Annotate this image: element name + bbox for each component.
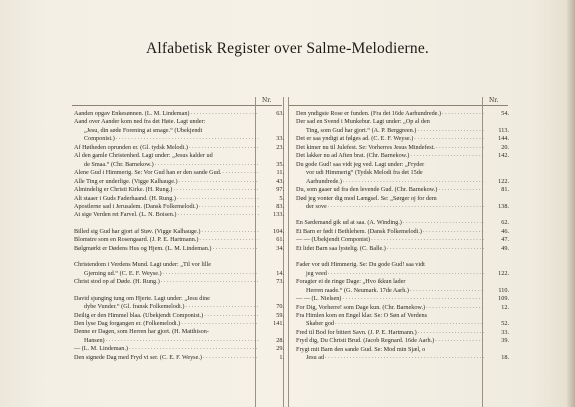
melody-number: 29. (276, 345, 284, 353)
entry-text: Herren raade.“ (G. Neumark. 17de Aarh.) (306, 286, 409, 294)
melody-number: 104. (273, 227, 284, 235)
leader-dots (410, 286, 484, 294)
leader-dots (106, 336, 259, 344)
register-entry (296, 186, 509, 194)
entry-text: Af Høiheden oprunden er. (Gl. tydsk Melodi.) (74, 143, 188, 151)
entry-text: En Sædemand gik ud at saa. (A. Winding.) (296, 219, 402, 227)
leader-dots (410, 151, 484, 159)
register-entry (296, 304, 509, 312)
header-rule-left (72, 105, 282, 106)
entry-text: Aarhundrede.) (306, 177, 342, 185)
entry-text: Christ stod op af Døde. (H. Rung.) (74, 278, 160, 286)
melody-number: 138. (498, 202, 509, 210)
entry-text: „Jesu, din søde Forening at smage.“ (Ubekjendt (84, 126, 203, 134)
entry-text: Du gode Gud! saa vidt jeg ved. Lagt under: „Fryder (296, 160, 425, 168)
entry-text: Et Barn er født i Bethlehem. (Dansk Folkemelodi.) (296, 227, 422, 235)
register-entry (74, 328, 284, 345)
melody-number: 43. (276, 177, 284, 185)
entry-text: — (L. M. Lindeman.) (74, 345, 128, 353)
melody-number: 97. (276, 186, 284, 194)
leader-dots (328, 269, 484, 277)
entry-text: Fryd dig, Du Christi Brud. (Jacob Regnard. 16de Aarh.) (296, 337, 435, 345)
melody-number: 46. (501, 227, 509, 235)
entry-text: Apostlerne sad i Jerusalem. (Dansk Folkemelodi.) (74, 202, 198, 210)
register-entry (74, 278, 284, 286)
letter-section-gap (74, 253, 284, 261)
melody-number: 1. (279, 353, 284, 361)
register-column-left (74, 110, 284, 362)
melody-number: 5. (279, 194, 284, 202)
register-entry (296, 195, 509, 212)
entry-text: Aand over Aander kom ned fra det Høie. Lagt under: (74, 118, 206, 126)
entry-text: — — (Ubekjendt Componist) (296, 236, 371, 244)
leader-dots (181, 319, 259, 327)
leader-dots (426, 303, 484, 311)
register-column-right (296, 110, 509, 363)
entry-text: Det lakker nu ad Aften brat. (Chr. Barnekow.) (296, 152, 410, 160)
leader-dots (328, 202, 484, 210)
melody-number: 49. (501, 244, 509, 252)
register-entry (74, 320, 284, 328)
entry-text: Du, som gaaer ud fra den levende Gud. (Chr. Barnekow.) (296, 186, 438, 194)
register-entry (296, 312, 509, 329)
leader-dots (222, 168, 259, 176)
entry-text: Alt staaer i Guds Faderhaand. (H. Rung.) (74, 194, 176, 202)
melody-number: 83. (276, 202, 284, 210)
entry-text: Christendom i Verdens Mund. Lagt under: „Til vor lille (74, 261, 211, 269)
leader-dots (173, 185, 259, 193)
leader-dots (203, 353, 259, 361)
register-entry (74, 354, 284, 362)
entry-text: For Dig, Vorherre! som Dage kun. (Chr. Barnekow.) (296, 303, 426, 311)
entry-text: Det kimer nu til Julefest. Se: Vorherres Jesus Mindefest. (296, 143, 435, 151)
melody-number: 59. (276, 311, 284, 319)
entry-text: de Smaa.“ (Chr. Barnekow.) (84, 160, 154, 168)
register-entry (296, 110, 509, 118)
entry-text: Alene Gud i Himmerig. Se: Vor Gud han er den sande Gud. (74, 169, 222, 177)
entry-text: Frygt mit Barn den sande Gud. Se: Mod min Sjæl, o (296, 345, 426, 353)
entry-text: vor udi Himmerig“ (Tydsk Melodi fra det 15de (306, 169, 423, 177)
entry-text: Al den gamle Christenhed. Lagt under: „Jesus kalder ud (74, 152, 213, 160)
melody-number: 122. (498, 177, 509, 185)
leader-dots (387, 244, 484, 252)
entry-text: dybe Vunder.“ (Gl. fransk Folkemelodi.) (84, 303, 185, 311)
entry-text: der sove (306, 202, 327, 210)
entry-text: Deilig er den Himmel blaa. (Ubekjendt Componist.) (74, 311, 204, 319)
leader-dots (414, 134, 484, 142)
melody-number: 39. (501, 337, 509, 345)
register-entry (74, 245, 284, 253)
melody-number: 28. (276, 336, 284, 344)
leader-dots (325, 353, 484, 361)
leader-dots (161, 277, 259, 285)
register-entry (74, 118, 284, 143)
entry-text: Der sad en Svend i Munkebur. Lagt under: „Op al den (296, 118, 430, 126)
melody-number: 14. (276, 269, 284, 277)
melody-number: 52. (501, 320, 509, 328)
melody-number: 144. (498, 135, 509, 143)
entry-text: Foragter ei de ringe Dage: „Hvo ikkun lader (296, 278, 406, 286)
leader-dots (342, 294, 484, 302)
entry-text: Fra Himlen kom en Engel klar. Se: O Søn af Verdens (296, 311, 428, 319)
entry-text: Alle Ting er underlige. (Vigge Kalhauge.) (74, 177, 178, 185)
melody-number: 142. (498, 152, 509, 160)
register-entry (296, 261, 509, 278)
leader-dots (212, 244, 259, 252)
melody-number: 11. (276, 169, 284, 177)
melody-number: 23. (276, 143, 284, 151)
leader-dots (418, 328, 484, 336)
entry-text: Almindelig er Christi Kirke. (H. Rung.) (74, 186, 173, 194)
entry-text: At sige Verden ret Farvel. (L. N. Boisen.) (74, 211, 177, 219)
melody-number: 133. (273, 211, 284, 219)
leader-dots (199, 202, 259, 210)
book-spine (567, 0, 575, 407)
leader-dots (438, 185, 484, 193)
nr-header-left: Nr. (262, 97, 272, 104)
entry-text: Bølgmørkt er Dødens Hus og Hjem. (L. M. Lindeman.) (74, 244, 212, 252)
melody-number: 61. (276, 236, 284, 244)
register-entry (74, 110, 284, 118)
leader-dots (204, 311, 259, 319)
entry-text: Den signede Dag med Fryd vi ser. (C. E. F. Weyse.) (74, 353, 202, 361)
melody-number: 34. (276, 244, 284, 252)
register-entry (296, 337, 509, 345)
leader-dots (155, 160, 259, 168)
leader-dots (201, 227, 259, 235)
melody-number: 70. (276, 303, 284, 311)
melody-number: 113. (498, 126, 509, 134)
melody-number: 110. (498, 286, 509, 294)
entry-text: Ting, som Gud har gjort.“ (A. P. Berggreen.) (306, 126, 417, 134)
entry-text: — — (L. Nielsen) (296, 295, 342, 303)
melody-number: 62. (501, 219, 509, 227)
register-entry (74, 261, 284, 278)
entry-text: Et lidet Barn saa lystelig. (C. Balle.) (296, 244, 386, 252)
register-entry (296, 161, 509, 186)
entry-text: Billed sig Gud har gjort af Støv. (Vigge Kalhauge.) (74, 227, 201, 235)
leader-dots (189, 143, 259, 151)
melody-number: 33. (276, 135, 284, 143)
leader-dots (343, 177, 484, 185)
register-entry (296, 152, 509, 160)
melody-number: 35. (276, 160, 284, 168)
entry-text: Hansen) (84, 336, 105, 344)
leader-dots (179, 177, 259, 185)
leader-dots (335, 319, 484, 327)
entry-text: jeg veed (306, 269, 327, 277)
melody-number: 141. (273, 319, 284, 327)
entry-text: Blomstre som en Rosengaard. (J. P. E. Hartmann.) (74, 236, 199, 244)
leader-dots (129, 344, 259, 352)
leader-dots (371, 235, 484, 243)
entry-text: Denne er Dagen, som Herren har gjort. (H. Matthison- (74, 328, 209, 336)
header-rule-right (288, 105, 508, 106)
entry-text: Den lyse Dag forgangen er. (Folkemelodi.) (74, 319, 181, 327)
column-divider-right (288, 97, 289, 407)
leader-dots (435, 336, 484, 344)
melody-number: 20. (501, 143, 509, 151)
leader-dots (199, 235, 259, 243)
melody-number: 109. (498, 295, 509, 303)
leader-dots (423, 227, 484, 235)
leader-dots (177, 194, 259, 202)
page-title: Alfabetisk Register over Salme-Melodierne. (145, 40, 429, 57)
entry-text: Aanden opgav Enkesønnen. (L. M. Lindeman) (74, 110, 190, 117)
register-entry (74, 152, 284, 169)
leader-dots (190, 109, 259, 117)
melody-number: 18. (501, 354, 509, 362)
leader-dots (436, 143, 484, 151)
leader-dots (417, 126, 484, 134)
melody-number: 63. (276, 110, 284, 117)
melody-number: 81. (501, 186, 509, 194)
register-entry (296, 346, 509, 363)
melody-number: 33. (501, 328, 509, 336)
letter-section-gap (74, 287, 284, 295)
leader-dots (403, 218, 484, 226)
melody-number: 12. (501, 303, 509, 311)
entry-text: Den yndigste Rose er funden. (Fra det 16de Aarhundrede.) (296, 110, 442, 117)
register-entry (74, 211, 284, 219)
entry-text: David sjunging tung om Hjerte. Lagt under: „Jesu dine (74, 294, 210, 302)
register-entry (296, 278, 509, 295)
leader-dots (163, 269, 259, 277)
melody-number: 47. (501, 236, 509, 244)
melody-number: 54. (501, 110, 509, 117)
melody-number: 122. (498, 269, 509, 277)
leader-dots (185, 302, 259, 310)
register-entry (74, 295, 284, 312)
leader-dots (116, 134, 259, 142)
entry-text: Jesu ad (306, 354, 325, 362)
nr-header-right: Nr. (489, 97, 499, 104)
letter-section-gap (296, 253, 509, 261)
register-entry (296, 118, 509, 135)
register-entry (296, 245, 509, 253)
leader-dots (177, 210, 259, 218)
entry-text: Fred til Bod for bittert Savn. (J. P. E. Hartmann.) (296, 328, 417, 336)
entry-text: Componist.) (84, 135, 115, 143)
entry-text: Skaber god (306, 320, 335, 328)
entry-text: Det er saa yndigt at følges ad. (C. E. F. Weyse.) (296, 135, 414, 143)
leader-dots (442, 109, 484, 117)
melody-number: 73. (276, 278, 284, 286)
entry-text: Fader vor udi Himmerig. Se: Du gode Gud! saa vidt (296, 261, 425, 269)
entry-text: Gjerning ud.“ (C. E. F. Weyse.) (84, 269, 162, 277)
register-entry (74, 144, 284, 152)
entry-text: Død jeg vonter dig mod Længsel. Se: „Sørger oj for dem (296, 194, 437, 202)
